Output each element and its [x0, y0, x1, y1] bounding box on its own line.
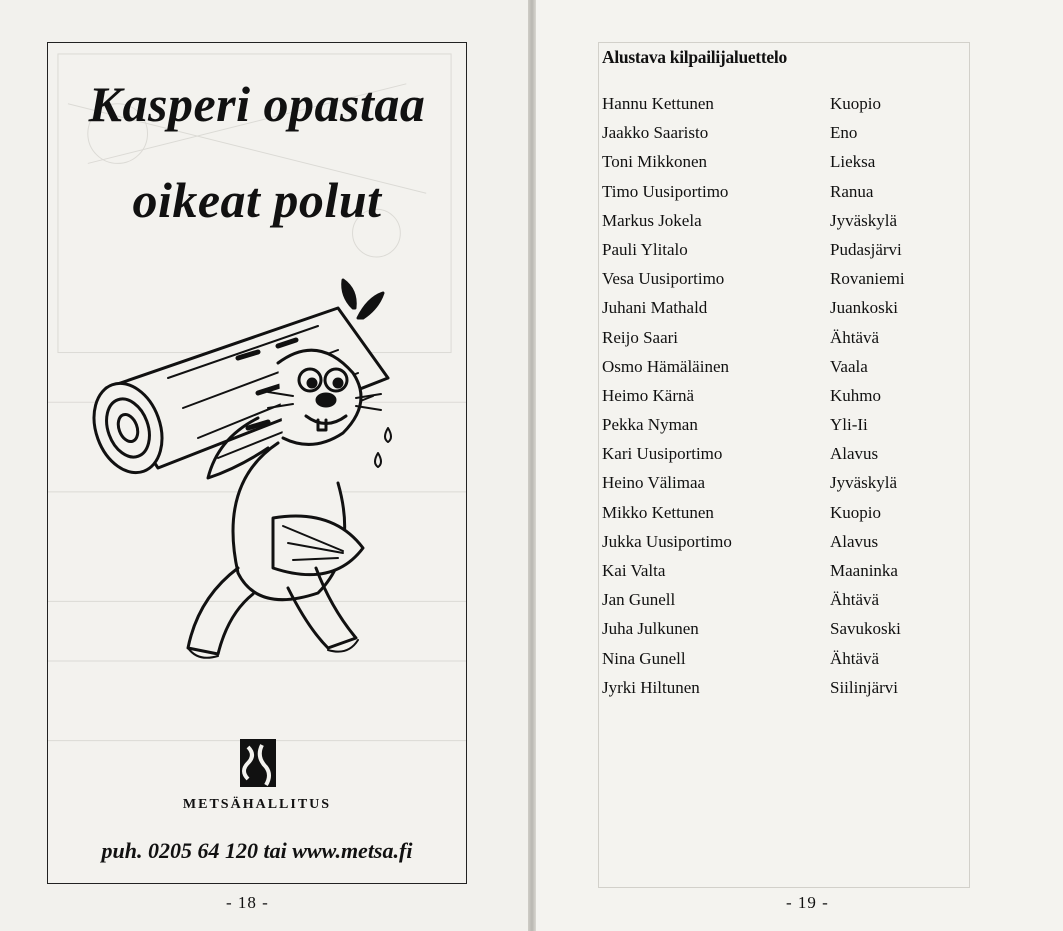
competitor-name: Jukka Uusiportimo [602, 531, 732, 551]
competitor-row [602, 328, 982, 357]
page-number-right: - 19 - [786, 893, 829, 912]
page-number-left: - 18 - [226, 893, 269, 912]
competitor-name: Juha Julkunen [602, 619, 699, 639]
competitor-town: Ähtävä [830, 648, 880, 668]
competitor-town: Siilinjärvi [830, 677, 898, 697]
competitor-name: Reijo Saari [602, 327, 679, 347]
ad-title-line-2: oikeat polut [132, 172, 382, 228]
competitor-town: Savukoski [830, 619, 901, 639]
competitor-row [602, 386, 982, 415]
competitor-town: Yli-Ii [830, 415, 868, 435]
competitor-list [602, 94, 982, 707]
competitor-name: Markus Jokela [602, 210, 702, 230]
competitor-row [602, 94, 982, 123]
ad-brand-name: METSÄHALLITUS [182, 797, 332, 812]
metsahallitus-advertisement [47, 42, 467, 884]
competitor-name: Kai Valta [602, 561, 666, 580]
competitor-name: Vesa Uusiportimo [602, 269, 725, 289]
competitor-town: Eno [830, 123, 858, 143]
competitor-town: Ähtävä [830, 590, 880, 610]
competitor-row [602, 123, 982, 152]
competitor-row [602, 619, 982, 648]
competitor-row [602, 473, 982, 502]
competitor-name: Jan Gunell [602, 590, 676, 610]
ad-title-line-1: Kasperi opastaa [88, 76, 426, 132]
competitor-name: Jyrki Hiltunen [602, 677, 700, 697]
competitor-row [602, 298, 982, 327]
competitor-list-heading: Alustava kilpailijaluettelo [602, 47, 787, 67]
competitor-town: Vaala [830, 356, 868, 376]
metsahallitus-tree-logo-icon [228, 733, 288, 793]
competitor-row [602, 590, 982, 619]
competitor-row [602, 240, 982, 269]
left-page [0, 0, 528, 931]
competitor-town: Jyväskylä [830, 210, 898, 230]
competitor-name: Jaakko Saaristo [602, 123, 709, 143]
competitor-town: Kuopio [830, 94, 881, 113]
competitor-row [602, 357, 982, 386]
competitor-row [602, 269, 982, 298]
competitor-name: Toni Mikkonen [602, 152, 708, 172]
ad-contact-info: puh. 0205 64 120 tai www.metsa.fi [101, 838, 413, 863]
competitor-row [602, 678, 982, 707]
right-page [536, 0, 1063, 931]
competitor-town: Kuhmo [830, 385, 881, 405]
competitor-town: Juankoski [830, 298, 898, 318]
competitor-name: Mikko Kettunen [602, 502, 714, 522]
competitor-name: Juhani Mathald [602, 298, 708, 318]
competitor-name: Heimo Kärnä [602, 385, 695, 405]
competitor-town: Lieksa [830, 152, 876, 172]
competitor-row [602, 561, 982, 590]
competitor-name: Pauli Ylitalo [602, 239, 688, 259]
competitor-town: Alavus [830, 444, 879, 464]
competitor-town: Pudasjärvi [830, 239, 902, 259]
competitor-town: Ähtävä [830, 327, 880, 347]
competitor-row [602, 649, 982, 678]
competitor-row [602, 444, 982, 473]
competitor-name: Osmo Hämäläinen [602, 356, 729, 376]
competitor-name: Hannu Kettunen [602, 94, 714, 113]
competitor-row [602, 532, 982, 561]
book-gutter [528, 0, 536, 931]
competitor-town: Alavus [830, 531, 879, 551]
competitor-town: Jyväskylä [830, 473, 898, 493]
competitor-town: Kuopio [830, 502, 881, 522]
competitor-town: Rovaniemi [830, 269, 905, 289]
competitor-name: Pekka Nyman [602, 415, 698, 435]
competitor-name: Timo Uusiportimo [602, 181, 729, 201]
competitor-row [602, 152, 982, 181]
competitor-row [602, 211, 982, 240]
competitor-name: Kari Uusiportimo [602, 444, 723, 464]
competitor-row [602, 415, 982, 444]
competitor-name: Nina Gunell [602, 648, 686, 668]
beaver-mascot-illustration [88, 268, 428, 688]
competitor-town: Maaninka [830, 561, 898, 580]
competitor-row [602, 503, 982, 532]
competitor-row [602, 182, 982, 211]
competitor-town: Ranua [830, 181, 874, 201]
competitor-name: Heino Välimaa [602, 473, 706, 493]
